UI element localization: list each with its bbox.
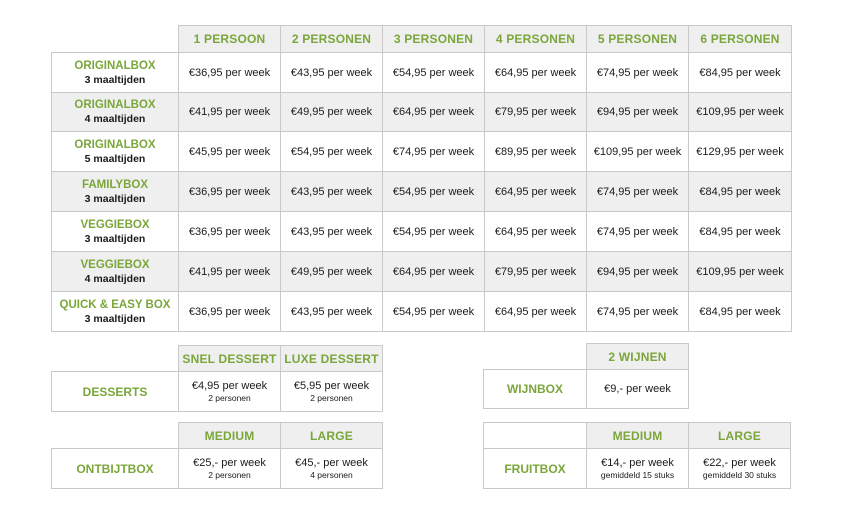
price-cell: €36,95 per week (179, 292, 281, 332)
price-cell: €94,95 per week (587, 93, 689, 132)
price-cell: €109,95 per week (587, 132, 689, 172)
price-cell: €36,95 per week (179, 212, 281, 252)
box-name: ORIGINALBOX (74, 59, 156, 72)
wijnbox-table (483, 343, 689, 409)
price-cell: €45,95 per week (179, 132, 281, 172)
price-text: €25,- per week (193, 456, 266, 469)
col-header: 4 PERSONEN (485, 26, 587, 53)
price-cell: €49,95 per week (281, 93, 383, 132)
price-cell: €84,95 per week (689, 53, 792, 93)
price-text: €22,- per week (703, 456, 776, 469)
price-cell: €74,95 per week (587, 212, 689, 252)
price-cell: €54,95 per week (383, 292, 485, 332)
price-cell: €109,95 per week (689, 252, 792, 292)
col-header: 2 WIJNEN (587, 344, 689, 370)
price-cell: €74,95 per week (383, 132, 485, 172)
price-cell: €43,95 per week (281, 292, 383, 332)
price-cell: €36,95 per week (179, 53, 281, 93)
box-meals: 3 maaltijden (84, 73, 146, 86)
price-text: €14,- per week (601, 456, 674, 469)
box-name: ORIGINALBOX (74, 138, 156, 151)
price-cell (281, 372, 383, 412)
price-cell (179, 449, 281, 489)
ontbijtbox-table (51, 422, 383, 489)
box-name: VEGGIEBOX (80, 218, 150, 231)
table-row (52, 212, 792, 252)
price-cell (587, 449, 689, 489)
price-cell: €84,95 per week (689, 172, 792, 212)
desserts-table (51, 345, 383, 412)
col-header: 6 PERSONEN (689, 26, 792, 53)
row-label (52, 132, 179, 172)
price-cell: €49,95 per week (281, 252, 383, 292)
price-note: 2 personen (310, 392, 353, 403)
price-cell: €54,95 per week (383, 172, 485, 212)
row-label (52, 252, 179, 292)
price-text: €9,- per week (604, 382, 671, 395)
box-name: VEGGIEBOX (80, 258, 150, 271)
price-note: gemiddeld 15 stuks (600, 469, 675, 480)
row-label (52, 292, 179, 332)
box-meals: 3 maaltijden (84, 312, 146, 325)
row-label (52, 172, 179, 212)
price-note: 4 personen (310, 469, 353, 480)
row-label (52, 93, 179, 132)
price-note: 2 personen (208, 392, 251, 403)
corner-blank (52, 26, 179, 53)
row-label: ONTBIJTBOX (52, 449, 179, 489)
box-meals: 4 maaltijden (84, 113, 146, 125)
col-header: MEDIUM (179, 423, 281, 449)
price-cell: €64,95 per week (485, 292, 587, 332)
price-text: €5,95 per week (293, 379, 370, 392)
price-cell: €64,95 per week (383, 93, 485, 132)
row-label (52, 53, 179, 93)
price-cell: €64,95 per week (383, 252, 485, 292)
box-name: QUICK & EASY BOX (59, 298, 171, 311)
row-label: DESSERTS (52, 372, 179, 412)
col-header: 2 PERSONEN (281, 26, 383, 53)
col-header: LARGE (689, 423, 791, 449)
price-cell: €54,95 per week (383, 53, 485, 93)
price-cell: €43,95 per week (281, 172, 383, 212)
table-row (52, 93, 792, 132)
price-text: €4,95 per week (191, 379, 268, 392)
col-header: LUXE DESSERT (281, 346, 383, 372)
header-row (52, 26, 792, 53)
price-cell: €84,95 per week (689, 292, 792, 332)
price-cell (689, 449, 791, 489)
price-cell: €64,95 per week (485, 172, 587, 212)
corner-blank (484, 344, 587, 370)
corner-blank (52, 346, 179, 372)
price-cell: €41,95 per week (179, 252, 281, 292)
box-name: ORIGINALBOX (74, 99, 156, 111)
main-price-table (51, 25, 792, 332)
box-meals: 4 maaltijden (84, 272, 146, 285)
price-text: €45,- per week (295, 456, 368, 469)
box-meals: 3 maaltijden (84, 232, 146, 245)
price-cell: €43,95 per week (281, 212, 383, 252)
table-row (52, 132, 792, 172)
col-header: SNEL DESSERT (179, 346, 281, 372)
price-cell: €79,95 per week (485, 93, 587, 132)
price-note: 2 personen (208, 469, 251, 480)
table-row (52, 172, 792, 212)
price-cell (587, 370, 689, 409)
price-cell: €84,95 per week (689, 212, 792, 252)
price-cell: €54,95 per week (383, 212, 485, 252)
price-cell: €64,95 per week (485, 212, 587, 252)
col-header: LARGE (281, 423, 383, 449)
table-row (52, 252, 792, 292)
col-header: MEDIUM (587, 423, 689, 449)
table-row (52, 292, 792, 332)
price-cell (179, 372, 281, 412)
price-cell: €94,95 per week (587, 252, 689, 292)
price-cell: €43,95 per week (281, 53, 383, 93)
row-label (52, 212, 179, 252)
price-note: gemiddeld 30 stuks (702, 469, 777, 480)
label-blank (484, 423, 587, 449)
box-name: FAMILYBOX (81, 178, 149, 191)
price-cell: €89,95 per week (485, 132, 587, 172)
fruitbox-table (483, 422, 791, 489)
price-cell: €79,95 per week (485, 252, 587, 292)
price-cell: €36,95 per week (179, 172, 281, 212)
price-cell: €129,95 per week (689, 132, 792, 172)
row-label: FRUITBOX (484, 449, 587, 489)
corner-blank (52, 423, 179, 449)
box-meals: 5 maaltijden (84, 152, 146, 165)
price-cell: €74,95 per week (587, 53, 689, 93)
price-cell: €54,95 per week (281, 132, 383, 172)
box-meals: 3 maaltijden (84, 192, 146, 205)
price-cell: €74,95 per week (587, 172, 689, 212)
price-cell: €109,95 per week (689, 93, 792, 132)
col-header: 5 PERSONEN (587, 26, 689, 53)
row-label: WIJNBOX (484, 370, 587, 409)
col-header: 3 PERSONEN (383, 26, 485, 53)
price-cell: €74,95 per week (587, 292, 689, 332)
col-header: 1 PERSOON (179, 26, 281, 53)
table-row (52, 53, 792, 93)
price-cell (281, 449, 383, 489)
price-cell: €41,95 per week (179, 93, 281, 132)
price-cell: €64,95 per week (485, 53, 587, 93)
